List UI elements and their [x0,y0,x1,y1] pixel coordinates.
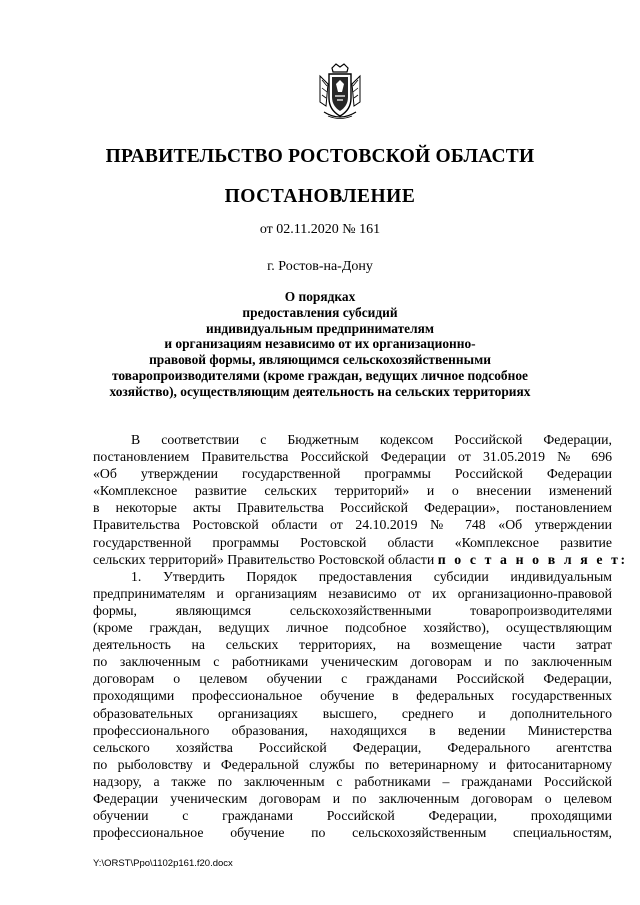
subject-line: и организациям независимо от их организационно- [164,336,476,352]
body-line: 1. Утвердить Порядок предоставления субсидии индивидуальным [131,568,612,584]
body-line-decree [93,551,628,568]
subject-line: хозяйство), осуществляющим деятельность на сельских территориях [109,383,531,399]
body-line: (кроме граждан, ведущих личное подсобное хозяйство), осуществляющим [93,620,612,636]
document-city: г. Ростов-на-Дону [267,259,373,274]
body-line: постановлением Правительства Российской Федерации от 31.05.2019 № 696 [93,449,612,465]
body-line: «Об утверждении государственной программы Российской Федерации [93,466,612,482]
body-line: деятельность на сельских территориях, на возмещение части затрат [93,637,612,653]
document-subject [40,289,600,400]
document-date-number: от 02.11.2020 № 161 [259,222,381,237]
body-line: сельского хозяйства Российской Федерации, Федерального агентства [93,739,612,755]
body-line: надзору, а также по заключенным с работниками – гражданами Российской [93,773,612,789]
subject-line: индивидуальным предпринимателям [206,320,434,336]
body-line: предпринимателям и организациям независимо от их организационно-правовой [93,585,612,601]
subject-line: товаропроизводителями (кроме граждан, ведущих личное подсобное [112,367,528,383]
body-line: профессионального образования, находящихся в ведении Министерства [93,722,612,738]
body-line: Федерации ученическим договорам и по заключенным договорам о целевом [93,790,612,806]
decree-word: п о с т а н о в л я е т: [437,551,628,567]
organization-title: ПРАВИТЕЛЬСТВО РОСТОВСКОЙ ОБЛАСТИ [105,146,535,167]
body-line: профессиональное обучение по сельскохозяйственным специальностям, [93,825,612,841]
body-line: по заключенным с работниками ученическим договорам и по заключенным [93,654,612,670]
document-type: ПОСТАНОВЛЕНИЕ [224,186,416,207]
footer-file-path: Y:\ORST\Ppo\1102p161.f20.docx [93,858,233,869]
rostov-oblast-coat-of-arms-icon [316,62,364,122]
body-line: сельских территорий» Правительство Ростовской области [93,551,435,567]
body-line: образовательных организациях высшего, среднего и дополнительного [93,705,612,721]
body-line: формы, являющимся сельскохозяйственными товаропроизводителями [93,602,612,618]
body-line: «Комплексное развитие сельских территорий» и о внесении изменений [93,483,612,499]
body-line: договорам о целевом обучении с гражданами Российской Федерации, [93,671,612,687]
subject-line: предоставления субсидий [242,304,398,320]
body-line: в некоторые акты Правительства Российской Федерации», постановлением [93,500,612,516]
body-line: Правительства Ростовской области от 24.10.2019 № 748 «Об утверждении [93,517,612,533]
body-line: по рыболовству и Федеральной службы по ветеринарному и фитосанитарному [93,756,612,772]
body-line: В соответствии с Бюджетным кодексом Российской Федерации, [131,432,612,447]
body-line: проходящими профессиональное обучение в федеральных государственных [93,688,612,704]
document-body [93,431,628,841]
subject-line: О порядках [284,289,356,304]
body-line: обучении с гражданами Российской Федерации, проходящими [93,808,612,824]
subject-line: правовой формы, являющимся сельскохозяйственными [149,352,491,368]
body-line: государственной программы Ростовской области «Комплексное развитие [93,534,612,550]
